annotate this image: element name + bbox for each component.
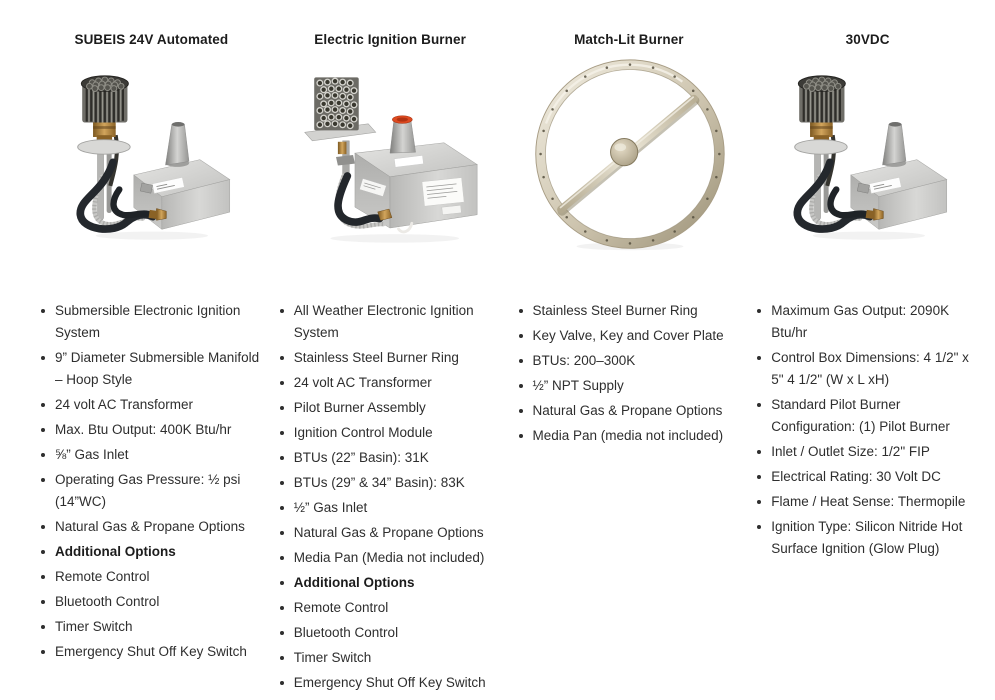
bullet-icon [41, 428, 45, 432]
spec-text: Bluetooth Control [293, 625, 399, 640]
bullet-icon [757, 403, 761, 407]
spec-list [518, 300, 741, 447]
product-title: Match-Lit Burner [574, 32, 684, 47]
spec-item [518, 300, 741, 322]
spec-text: Media Pan (media not included) [532, 428, 724, 443]
bullet-icon [280, 506, 284, 510]
spec-text: Timer Switch [55, 619, 133, 634]
spec-item [756, 441, 979, 463]
spec-text: Emergency Shut Off Key Switch [293, 675, 486, 690]
bullet-icon [519, 434, 523, 438]
bullet-icon [280, 481, 284, 485]
spec-item [40, 419, 263, 441]
spec-text: 24 volt AC Transformer [55, 397, 194, 412]
stainless-burner-ring-photo [527, 58, 731, 254]
spec-item [279, 372, 502, 394]
spec-item [40, 566, 263, 588]
product-figure [756, 48, 979, 263]
bullet-icon [757, 450, 761, 454]
spec-item [40, 347, 263, 391]
spec-text: Timer Switch [293, 650, 372, 665]
spec-item [279, 647, 502, 669]
bullet-icon [280, 681, 284, 685]
spec-item [756, 466, 979, 488]
spec-text: Natural Gas & Propane Options [293, 525, 484, 540]
bullet-icon [519, 359, 523, 363]
spec-item [279, 597, 502, 619]
bullet-icon [280, 456, 284, 460]
spec-text: Bluetooth Control [55, 594, 160, 609]
bullet-icon [41, 356, 45, 360]
spec-item [40, 516, 263, 538]
spec-item [279, 300, 502, 344]
spec-text: Operating Gas Pressure: ½ psi (14”WC) [55, 472, 241, 509]
product-figure [279, 48, 502, 263]
product-figure [40, 48, 263, 263]
bullet-icon [280, 556, 284, 560]
bullet-icon [41, 575, 45, 579]
spec-item [40, 469, 263, 513]
bullet-icon [519, 334, 523, 338]
bullet-icon [757, 356, 761, 360]
spec-text: Pilot Burner Assembly [293, 400, 426, 415]
spec-text: Stainless Steel Burner Ring [293, 350, 459, 365]
product-title: Electric Ignition Burner [314, 32, 466, 47]
spec-item [518, 325, 741, 347]
bullet-icon [280, 531, 284, 535]
spec-item [40, 641, 263, 663]
submersible-burner-kit-photo [65, 63, 237, 249]
bullet-icon [41, 600, 45, 604]
spec-item [756, 516, 979, 560]
spec-text: Stainless Steel Burner Ring [532, 303, 698, 318]
spec-item [279, 347, 502, 369]
spec-text: Flame / Heat Sense: Thermopile [771, 494, 966, 509]
spec-item [279, 497, 502, 519]
bullet-icon [280, 606, 284, 610]
spec-text: ½” Gas Inlet [293, 500, 368, 515]
bullet-icon [41, 625, 45, 629]
bullet-icon [519, 309, 523, 313]
spec-item [518, 350, 741, 372]
electric-ignition-burner-photo [300, 63, 480, 249]
spec-text: ⅝” Gas Inlet [55, 447, 129, 462]
product-title: 30VDC [845, 32, 890, 47]
bullet-icon [280, 309, 284, 313]
spec-list [279, 300, 502, 694]
spec-text: Remote Control [55, 569, 150, 584]
spec-text: Key Valve, Key and Cover Plate [532, 328, 724, 343]
spec-item [40, 591, 263, 613]
spec-item [756, 300, 979, 344]
spec-item [279, 472, 502, 494]
product-column [756, 0, 979, 697]
product-figure [518, 48, 741, 263]
spec-text: Inlet / Outlet Size: 1/2" FIP [771, 444, 930, 459]
spec-text: 24 volt AC Transformer [293, 375, 432, 390]
spec-item [279, 672, 502, 694]
spec-text: Standard Pilot Burner Configuration: (1) Pilot Burner [771, 397, 950, 434]
spec-item [279, 547, 502, 569]
product-title: SUBEIS 24V Automated [74, 32, 229, 47]
spec-text: Ignition Control Module [293, 425, 433, 440]
spec-item [279, 422, 502, 444]
spec-text: Additional Options [293, 575, 415, 590]
spec-text: Natural Gas & Propane Options [532, 403, 723, 418]
bullet-icon [41, 309, 45, 313]
product-column [518, 0, 741, 697]
spec-text: BTUs (29” & 34” Basin): 83K [293, 475, 465, 490]
spec-list [756, 300, 979, 560]
bullet-icon [41, 453, 45, 457]
bullet-icon [519, 384, 523, 388]
spec-item [40, 394, 263, 416]
bullet-icon [519, 409, 523, 413]
spec-item [279, 622, 502, 644]
bullet-icon [280, 356, 284, 360]
spec-text: BTUs (22” Basin): 31K [293, 450, 429, 465]
spec-item [40, 300, 263, 344]
bullet-icon [280, 381, 284, 385]
spec-text: Ignition Type: Silicon Nitride Hot Surface Ignition (Glow Plug) [771, 519, 963, 556]
spec-item [756, 347, 979, 391]
spec-text: Additional Options [55, 544, 176, 559]
spec-item [518, 425, 741, 447]
bullet-icon [280, 406, 284, 410]
spec-text: Media Pan (Media not included) [293, 550, 485, 565]
spec-text: 9” Diameter Submersible Manifold – Hoop Style [55, 350, 260, 387]
spec-text: Emergency Shut Off Key Switch [55, 644, 247, 659]
bullet-icon [280, 631, 284, 635]
bullet-icon [41, 650, 45, 654]
spec-text: Control Box Dimensions: 4 1/2" x 5" 4 1/2" (W x L xH) [771, 350, 969, 387]
spec-item [518, 375, 741, 397]
spec-item [756, 491, 979, 513]
spec-item [40, 541, 263, 563]
spec-text: Max. Btu Output: 400K Btu/hr [55, 422, 232, 437]
spec-item [40, 616, 263, 638]
bullet-icon [757, 309, 761, 313]
spec-item [279, 572, 502, 594]
spec-text: Natural Gas & Propane Options [55, 519, 245, 534]
spec-text: Submersible Electronic Ignition System [55, 303, 241, 340]
product-column [279, 0, 502, 697]
bullet-icon [280, 431, 284, 435]
spec-text: Maximum Gas Output: 2090K Btu/hr [771, 303, 950, 340]
spec-item [279, 522, 502, 544]
bullet-icon [41, 403, 45, 407]
spec-text: Electrical Rating: 30 Volt DC [771, 469, 941, 484]
bullet-icon [41, 550, 45, 554]
spec-list [40, 300, 263, 663]
spec-text: All Weather Electronic Ignition System [293, 303, 474, 340]
spec-item [279, 447, 502, 469]
bullet-icon [280, 656, 284, 660]
bullet-icon [757, 500, 761, 504]
bullet-icon [41, 525, 45, 529]
bullet-icon [757, 475, 761, 479]
bullet-icon [280, 581, 284, 585]
product-column [40, 0, 263, 697]
spec-text: Remote Control [293, 600, 389, 615]
spec-item [40, 444, 263, 466]
spec-item [756, 394, 979, 438]
bullet-icon [41, 478, 45, 482]
spec-text: BTUs: 200–300K [532, 353, 636, 368]
spec-item [518, 400, 741, 422]
spec-text: ½” NPT Supply [532, 378, 624, 393]
spec-item [279, 397, 502, 419]
bullet-icon [757, 525, 761, 529]
30vdc-burner-kit-photo [782, 63, 954, 249]
